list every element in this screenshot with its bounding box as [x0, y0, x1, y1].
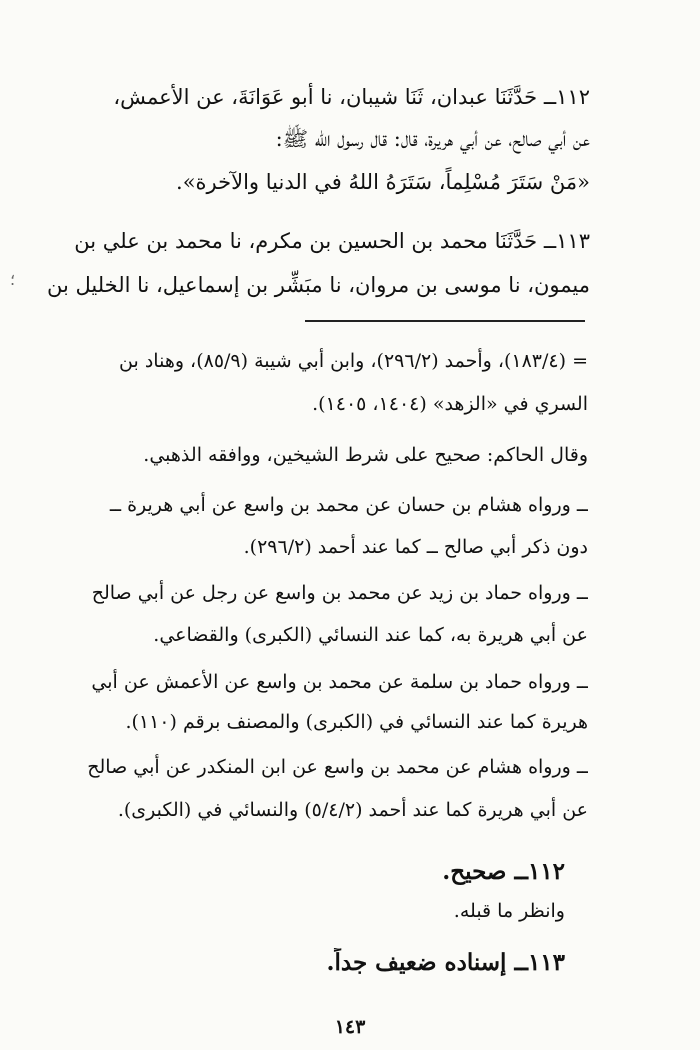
hadith-line: ١١٣ــ حَدَّثَنَا محمد بن الحسين بن مكرم، نا محمد بن علي بن	[74, 229, 590, 253]
footnote-line: دون ذكر أبي صالح ــ كما عند أحمد (٢٩٦/٢).	[243, 536, 588, 558]
hadith-line: «مَنْ سَتَرَ مُسْلِماً، سَتَرَهُ اللهُ في الدنيا والآخرة».	[176, 170, 590, 194]
footnote-line: ــ ورواه حماد بن سلمة عن محمد بن واسع عن الأعمش عن أبي	[91, 671, 588, 693]
hadith-112-note: وانظر ما قبله.	[453, 900, 565, 922]
footnote-line: ــ ورواه هشام بن حسان عن محمد بن واسع عن أبي هريرة ــ	[109, 494, 588, 516]
footnote-line: عن أبي هريرة كما عند أحمد (٥/٤/٢) والنسائي في (الكبرى).	[117, 799, 588, 821]
footnote-line: = (١٨٣/٤)، وأحمد (٢٩٦/٢)، وابن أبي شيبة (٨٥/٩)، وهناد بن	[119, 350, 588, 372]
footnote-line: هريرة كما عند النسائي في (الكبرى) والمصنف برقم (١١٠).	[125, 711, 588, 733]
footnote-line: ــ ورواه حماد بن زيد عن محمد بن واسع عن رجل عن أبي صالح	[91, 582, 588, 604]
hadith-113-verdict: ١١٣ــ إسناده ضعيف جداً.	[326, 949, 565, 976]
hadith-line: ميمون، نا موسى بن مروان، نا مبَشِّر بن إسماعيل، نا الخليل بن	[46, 273, 590, 297]
footnote-divider	[305, 320, 585, 322]
footnote-line: السري في «الزهد» (١٤٠٤، ١٤٠٥).	[312, 393, 588, 415]
hadith-112-verdict: ١١٢ــ صحيح.	[442, 858, 565, 885]
page-number: ١٤٣	[334, 1016, 366, 1038]
footnote-line: ــ ورواه هشام عن محمد بن واسع عن ابن المنكدر عن أبي صالح	[87, 756, 588, 778]
margin-mark: ؛	[10, 270, 16, 289]
hadith-line: ١١٢ــ حَدَّثَنَا عبدان، ثَنَا شيبان، نا أبو عَوَانَةَ، عن الأعمش،	[113, 85, 590, 109]
footnote-line: وقال الحاكم: صحيح على شرط الشيخين، ووافقه الذهبي.	[143, 444, 588, 466]
footnote-line: عن أبي هريرة به، كما عند النسائي (الكبرى) والقضاعي.	[153, 624, 588, 646]
hadith-line: عن أبي صالح، عن أبي هريرة، قال: قال رسول الله ﷺ:	[275, 127, 590, 151]
